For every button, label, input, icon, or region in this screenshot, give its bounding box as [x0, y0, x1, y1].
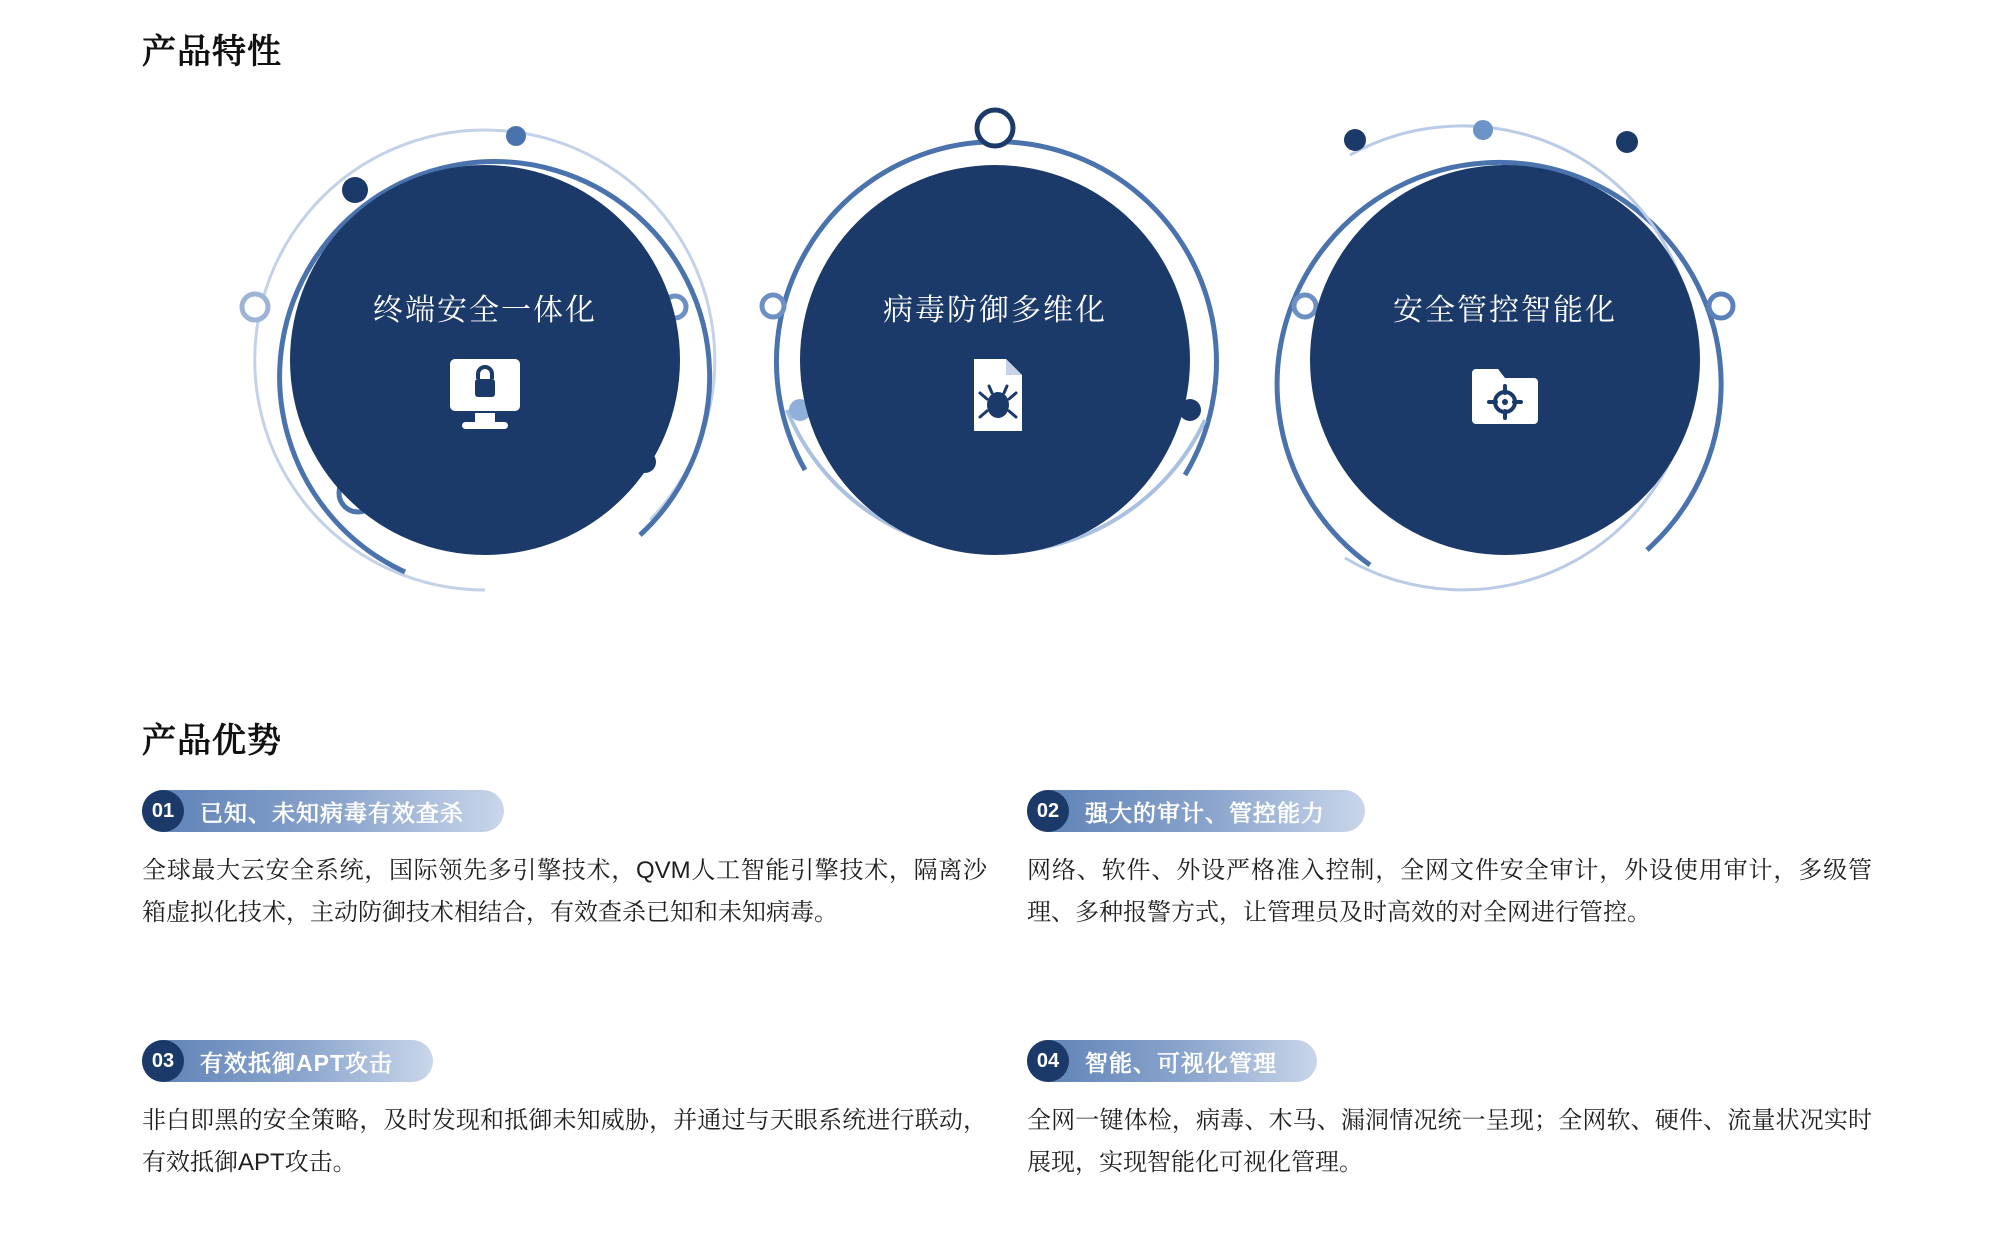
advantage-1-title: 已知、未知病毒有效查杀 — [200, 799, 464, 826]
feature-node-1[interactable] — [235, 110, 735, 610]
advantages-section-title: 产品优势 — [142, 722, 282, 760]
feature-node-2-label: 病毒防御多维化 — [883, 294, 1107, 327]
advantage-4-title: 智能、可视化管理 — [1085, 1049, 1277, 1076]
feature-node-3[interactable] — [1255, 110, 1755, 610]
advantage-item-1 — [142, 790, 987, 934]
advantage-item-4 — [1027, 1040, 1872, 1184]
advantage-1-number: 01 — [142, 790, 184, 832]
feature-node-2[interactable] — [745, 110, 1245, 610]
advantage-4-text: 全网一键体检，病毒、木马、漏洞情况统一呈现；全网软、硬件、流量状况实时展现，实现智能化可视化管理。 — [1027, 1107, 1872, 1176]
feature-node-3-label: 安全管控智能化 — [1393, 294, 1617, 327]
advantage-1-text: 全球最大云安全系统，国际领先多引擎技术，QVM人工智能引擎技术，隔离沙箱虚拟化技术，主动防御技术相结合，有效查杀已知和未知病毒。 — [142, 857, 987, 926]
advantage-4-header — [1027, 1040, 1317, 1082]
advantage-3-text: 非白即黑的安全策略，及时发现和抵御未知威胁，并通过与天眼系统进行联动，有效抵御APT攻击。 — [142, 1107, 987, 1176]
file-virus-icon — [952, 355, 1038, 435]
advantage-item-3 — [142, 1040, 987, 1184]
features-diagram — [180, 100, 1840, 660]
advantage-1-header — [142, 790, 504, 832]
feature-node-1-label: 终端安全一体化 — [373, 294, 597, 327]
feature-node-2-core — [800, 165, 1190, 555]
feature-node-1-core — [290, 165, 680, 555]
advantage-3-title: 有效抵御APT攻击 — [200, 1049, 393, 1076]
advantage-3-number: 03 — [142, 1040, 184, 1082]
advantage-2-number: 02 — [1027, 790, 1069, 832]
monitor-lock-icon — [442, 355, 528, 435]
advantage-item-2 — [1027, 790, 1872, 934]
advantage-4-number: 04 — [1027, 1040, 1069, 1082]
advantage-2-header — [1027, 790, 1365, 832]
advantage-3-header — [142, 1040, 433, 1082]
feature-node-3-core — [1310, 165, 1700, 555]
folder-target-icon — [1462, 355, 1548, 435]
advantage-2-title: 强大的审计、管控能力 — [1085, 799, 1325, 826]
advantage-2-text: 网络、软件、外设严格准入控制，全网文件安全审计，外设使用审计，多级管理、多种报警方式，让管理员及时高效的对全网进行管控。 — [1027, 857, 1872, 926]
features-section-title: 产品特性 — [142, 33, 282, 71]
